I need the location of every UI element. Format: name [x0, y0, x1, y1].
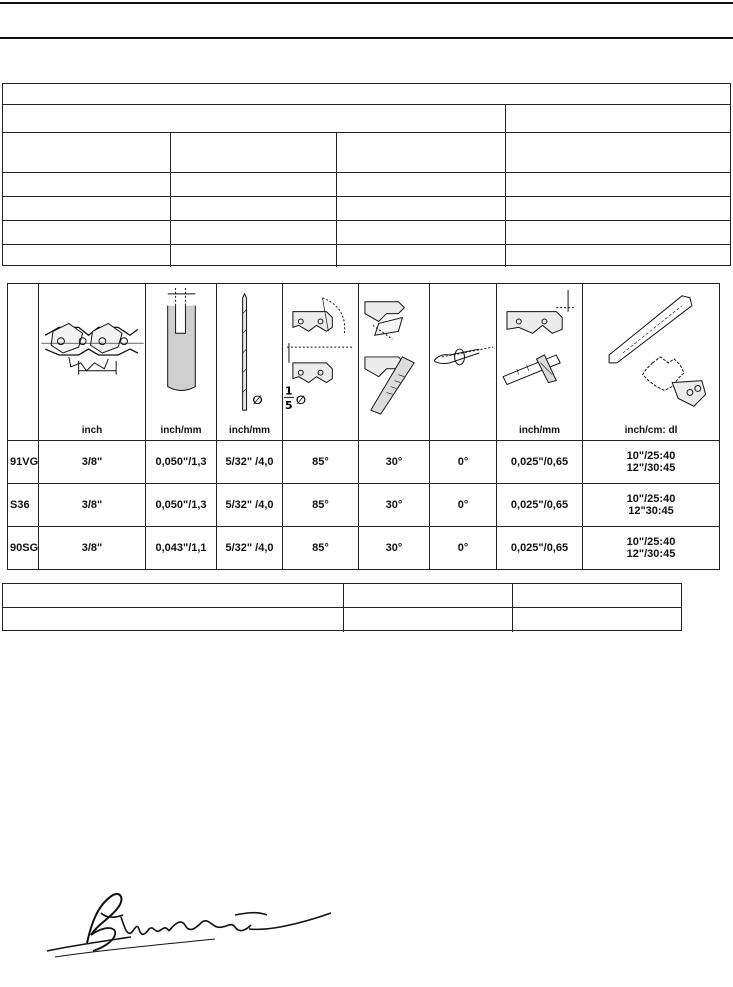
bar-cell — [583, 484, 720, 527]
bar-length-2: 12"/30:45 — [626, 548, 676, 560]
diameter-symbol: ∅ — [252, 393, 263, 408]
bar-length-1: 10"/25:40 — [626, 450, 676, 462]
depth-header-cell — [497, 284, 583, 441]
depth-gauge-icon — [497, 284, 582, 422]
bar-length-2: 12"/30:45 — [626, 462, 676, 474]
table-row — [8, 484, 720, 527]
hook-cell: 0° — [430, 527, 497, 570]
chain-spec-table — [7, 283, 720, 570]
bar-unit: inch/cm: dl — [624, 425, 678, 436]
gauge-unit: inch/mm — [160, 425, 202, 436]
pitch-unit: inch — [81, 425, 103, 436]
upper-grid-table — [2, 83, 731, 266]
pitch-cell: 3/8" — [39, 441, 146, 484]
hook-cell: 0° — [430, 484, 497, 527]
file-angle-cell: 30° — [359, 441, 430, 484]
file-cell: 5/32" /4,0 — [217, 441, 283, 484]
file-angle-cell: 30° — [359, 484, 430, 527]
file-cell: 5/32" /4,0 — [217, 527, 283, 570]
angle-cell: 85° — [283, 484, 359, 527]
bar-length-1: 10"/25:40 — [626, 536, 676, 548]
top-rule — [0, 2, 733, 4]
depth-cell: 0,025"/0,65 — [497, 484, 583, 527]
hook-header-cell — [430, 284, 497, 441]
fraction-diameter-symbol: ∅ — [295, 393, 306, 408]
table-row — [8, 441, 720, 484]
hook-cell: 0° — [430, 441, 497, 484]
file-angle-header-cell — [359, 284, 430, 441]
pitch-cell: 3/8" — [39, 484, 146, 527]
model-cell: S36 — [8, 484, 39, 527]
file-holder-angle-icon — [359, 284, 429, 422]
top-plate-header-cell — [283, 284, 359, 441]
header-rule — [0, 37, 733, 39]
model-cell: 90SG — [8, 527, 39, 570]
gauge-cell: 0,050"/1,3 — [146, 484, 217, 527]
model-cell: 91VG — [8, 441, 39, 484]
bar-cell — [583, 441, 720, 484]
angle-cell: 85° — [283, 527, 359, 570]
fraction-denominator: 5 — [285, 399, 293, 413]
lower-grid-table — [2, 583, 682, 631]
illustration-row — [8, 284, 720, 441]
chain-pitch-icon — [39, 284, 145, 422]
gauge-cell: 0,043"/1,1 — [146, 527, 217, 570]
table-row — [8, 527, 720, 570]
depth-unit: inch/mm — [518, 425, 561, 436]
angle-cell: 85° — [283, 441, 359, 484]
bar-header-cell — [583, 284, 720, 441]
round-file-icon — [217, 284, 282, 422]
depth-cell: 0,025"/0,65 — [497, 527, 583, 570]
chain-breaker-icon — [430, 284, 496, 422]
fraction-numerator: 1 — [285, 384, 293, 398]
gauge-cell: 0,050"/1,3 — [146, 441, 217, 484]
bar-length-1: 10"/25:40 — [626, 493, 676, 505]
pitch-cell: 3/8" — [39, 527, 146, 570]
pitch-header-cell — [39, 284, 146, 441]
file-angle-cell: 30° — [359, 527, 430, 570]
file-unit: inch/mm — [228, 425, 271, 436]
gauge-header-cell — [146, 284, 217, 441]
handwritten-signature-icon — [35, 885, 335, 985]
top-plate-angle-icon — [283, 284, 358, 422]
bar-and-chain-icon — [583, 284, 719, 422]
blank-header-cell — [8, 284, 39, 441]
file-header-cell — [217, 284, 283, 441]
drive-link-gauge-icon — [146, 284, 216, 422]
depth-cell: 0,025"/0,65 — [497, 441, 583, 484]
bar-cell — [583, 527, 720, 570]
file-cell: 5/32" /4,0 — [217, 484, 283, 527]
bar-length-2: 12"30:45 — [628, 505, 674, 517]
